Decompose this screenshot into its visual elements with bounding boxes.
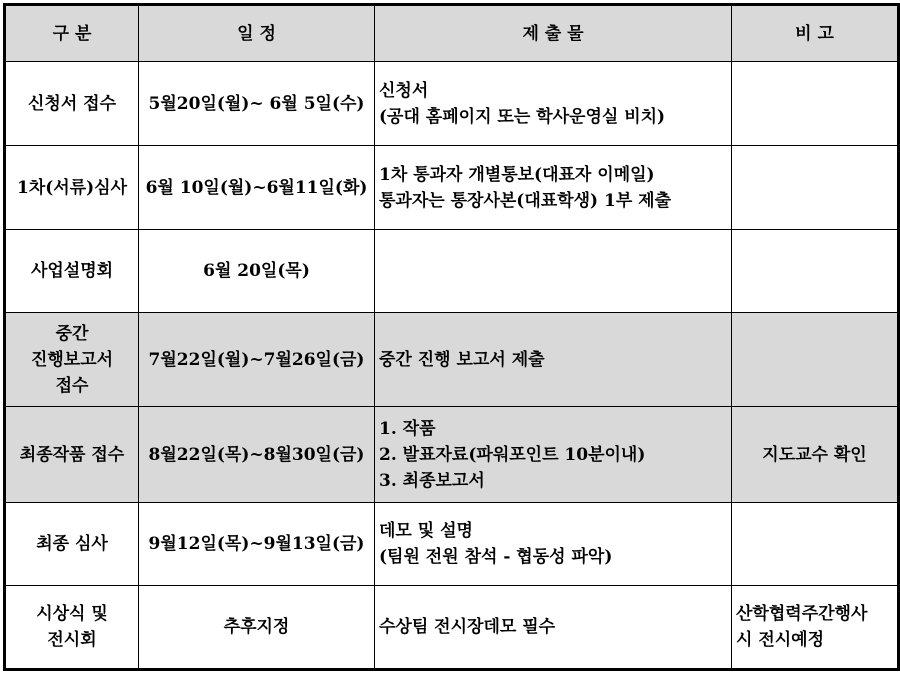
table-row (5, 503, 899, 586)
table-row (5, 62, 899, 146)
row-schedule: 5월20일(월)~ 6월 5일(수) (139, 62, 375, 146)
row-schedule: 9월12일(목)~9월13일(금) (139, 503, 375, 586)
row-schedule: 6월 10일(월)~6월11일(화) (139, 146, 375, 230)
row-category: 신청서 접수 (5, 62, 139, 146)
row-note: 지도교수 확인 (732, 407, 899, 503)
header-schedule: 일 정 (139, 5, 375, 62)
schedule-table (3, 3, 900, 671)
row-submission: 1. 작품 2. 발표자료(파워포인트 10분이내) 3. 최종보고서 (375, 407, 732, 503)
row-schedule: 8월22일(목)~8월30일(금) (139, 407, 375, 503)
table-row (5, 586, 899, 670)
row-schedule: 6월 20일(목) (139, 230, 375, 313)
table-row (5, 146, 899, 230)
row-submission: 1차 통과자 개별통보(대표자 이메일) 통과자는 통장사본(대표학생) 1부 제출 (375, 146, 732, 230)
row-submission: 중간 진행 보고서 제출 (375, 313, 732, 407)
row-schedule: 추후지정 (139, 586, 375, 670)
row-submission: 신청서 (공대 홈페이지 또는 학사운영실 비치) (375, 62, 732, 146)
row-category: 최종 심사 (5, 503, 139, 586)
row-note (732, 146, 899, 230)
header-row (5, 5, 899, 62)
row-category: 시상식 및 전시회 (5, 586, 139, 670)
row-submission: 수상팀 전시장데모 필수 (375, 586, 732, 670)
table-row (5, 407, 899, 503)
row-submission (375, 230, 732, 313)
schedule-table-container (3, 3, 897, 674)
row-schedule: 7월22일(월)~7월26일(금) (139, 313, 375, 407)
row-category: 1차(서류)심사 (5, 146, 139, 230)
table-row (5, 313, 899, 407)
row-category: 최종작품 접수 (5, 407, 139, 503)
header-submission: 제 출 물 (375, 5, 732, 62)
header-category: 구 분 (5, 5, 139, 62)
row-note: 산학협력주간행사 시 전시예정 (732, 586, 899, 670)
row-category: 중간 진행보고서 접수 (5, 313, 139, 407)
row-submission: 데모 및 설명 (팀원 전원 참석 - 협동성 파악) (375, 503, 732, 586)
row-note (732, 503, 899, 586)
header-note: 비 고 (732, 5, 899, 62)
row-note (732, 230, 899, 313)
row-note (732, 62, 899, 146)
row-note (732, 313, 899, 407)
table-row (5, 230, 899, 313)
row-category: 사업설명회 (5, 230, 139, 313)
